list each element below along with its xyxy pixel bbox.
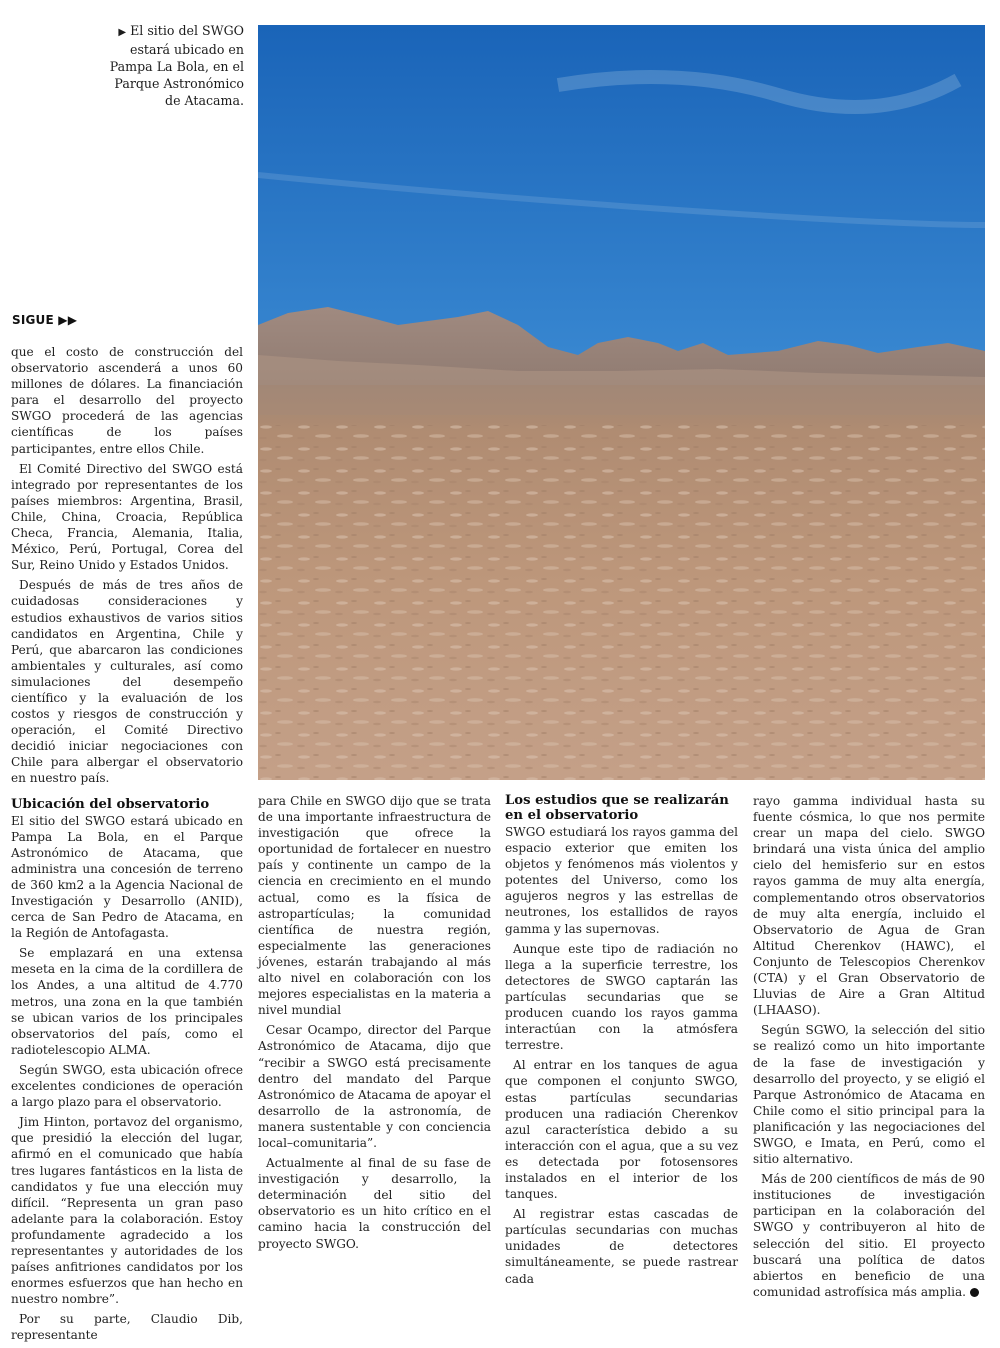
photo-caption	[96, 22, 244, 109]
paragraph: Por su parte, Claudio Dib, representante	[11, 1312, 243, 1343]
paragraph: El sitio del SWGO estará ubicado en Pampa La Bola, en el Parque Astronómico de Atacama, que administra una concesión de terreno de 360 km2 a la Agencia Nacional de Investigación y Desarrollo (ANID), cerca de San Pedro de Atacama, en la Región de Antofagasta.	[11, 813, 243, 941]
paragraph: Al entrar en los tanques de agua que componen el conjunto SWGO, estas partículas secundarias producen una radiación Cherenkov azul característica debido a su interacción con el agua, que a su vez es detectada por fotosensores instalados en el interior de los tanques.	[505, 1058, 738, 1202]
landscape-photo	[258, 25, 985, 780]
paragraph: Al registrar estas cascadas de partículas secundarias con muchas unidades de detectores simultáneamente, se puede rastrear cada	[505, 1207, 738, 1286]
paragraph: Jim Hinton, portavoz del organismo, que presidió la elección del lugar, afirmó en el comunicado que había tres lugares fantásticos en la lista de candidatos y fue una elección muy difícil. “Representa un gran paso adelante para la colaboración. Estoy profundamente agradecido a los representantes y autoridades de los países anfitriones candidatos por los enormes esfuerzos que han hecho en nuestro nombre”.	[11, 1115, 243, 1307]
double-arrow-icon: ▶▶	[58, 313, 78, 327]
article-column-3	[505, 793, 738, 1291]
paragraph: Aunque este tipo de radiación no llega a la superficie terrestre, los detectores de SWGO captarán las partículas secundarias que se producen cuando los rayos gamma interactúan con la atmósfera terrestre.	[505, 941, 738, 1053]
paragraph: rayo gamma individual hasta su fuente cósmica, lo que nos permite crear un mapa del cielo. SWGO brindará una vista única del amplio cielo del hemisferio sur en estos rayos gamma de muy alta energía, complementando otros observatorios de muy alta energía, incluido el Observatorio de Agua de Gran Altitud Cherenkov (HAWC), el Conjunto de Telescopios Cherenkov (CTA) y el Gran Observatorio de Lluvias de Aire a Gran Altitud (LHAASO).	[753, 794, 985, 1018]
paragraph: Actualmente al final de su fase de investigación y desarrollo, la determinación del sitio del observatorio es un hito crítico en el camino hacia la construcción del proyecto SWGO.	[258, 1156, 491, 1251]
sigue-text: SIGUE	[12, 313, 54, 327]
paragraph: Después de más de tres años de cuidadosas consideraciones y estudios exhaustivos de varios sitios candidatos en Argentina, Chile y Perú, que abarcaron las condiciones ambientales y culturales, así como simulaciones del desempeño científico y la evaluación de los costos y riesgos de construcción y operación, el Comité Directivo decidió iniciar negociaciones con Chile para albergar el observatorio en nuestro país.	[11, 578, 243, 786]
caption-text: El sitio del SWGO estará ubicado en Pampa La Bola, en el Parque Astronómico de Atacama.	[109, 23, 244, 108]
paragraph: El Comité Directivo del SWGO está integrado por representantes de los países miembros: Argentina, Brasil, Chile, China, Croacia, República Checa, Francia, Alemania, Italia, México, Perú, Portugal, Corea del Sur, Reino Unido y Estados Unidos.	[11, 461, 243, 573]
end-mark-icon	[970, 1288, 979, 1297]
paragraph: Se emplazará en una extensa meseta en la cima de la cordillera de los Andes, a una altitud de 4.770 metros, una zona en la que también se ubican varios de los principales observatorios del país, como el radiotelescopio ALMA.	[11, 946, 243, 1057]
article-column-4	[753, 793, 985, 1304]
paragraph: que el costo de construcción del observatorio ascenderá a unos 60 millones de dólares. La financiación para el desarrollo del proyecto SWGO procederá de las agencias científicas de los países participantes, entre ellos Chile.	[11, 345, 243, 456]
sigue-label	[12, 313, 77, 327]
caption-arrow-icon: ▶	[118, 27, 127, 38]
section-heading-ubicacion: Ubicación del observatorio	[11, 796, 210, 812]
paragraph: Según SGWO, la selección del sitio se realizó como un hito importante de la fase de investigación y desarrollo del proyecto, y se eligió el Parque Astronómico de Atacama en Chile como el sitio principal para la planificación y las negociaciones del SWGO, e Imata, en Perú, como el sitio alternativo.	[753, 1023, 985, 1167]
article-column-1	[11, 344, 243, 1348]
paragraph: para Chile en SWGO dijo que se trata de una importante infraestructura de investigación que ofrece la oportunidad de fortalecer en nuestro país y continente un campo de la ciencia en crecimiento en el mundo actual, como es la física de astropartículas; la comunidad científica de nuestra región, especialmente las generaciones jóvenes, estarán trabajando al más alto nivel en colaboración con los mejores especialistas en la materia a nivel mundial	[258, 794, 491, 1018]
landscape-photo-icon	[258, 25, 985, 780]
section-heading-estudios: Los estudios que se realizarán en el observatorio	[505, 793, 729, 823]
article-column-2	[258, 793, 491, 1256]
paragraph: SWGO estudiará los rayos gamma del espacio exterior que emiten los objetos y fenómenos más violentos y potentes del Universo, como los agujeros negros y las estrellas de neutrones, los estallidos de rayos gamma y las supernovas.	[505, 825, 738, 936]
paragraph: Cesar Ocampo, director del Parque Astronómico de Atacama, dijo que “recibir a SWGO está precisamente dentro del mandato del Parque Astronómico de Atacama de apoyar el desarrollo de la astronomía, de manera sustentable y con conciencia local–comunitaria”.	[258, 1023, 491, 1150]
paragraph-text: Más de 200 científicos de más de 90 instituciones de investigación participan en la colaboración del SWGO y contribuyeron al hito de selección del sitio. El proyecto buscará una política de datos abiertos en beneficio de una comunidad astrofísica más amplia.	[753, 1172, 985, 1299]
paragraph: Según SWGO, esta ubicación ofrece excelentes condiciones de operación a largo plazo para el observatorio.	[11, 1062, 243, 1110]
paragraph-final	[753, 1171, 985, 1300]
